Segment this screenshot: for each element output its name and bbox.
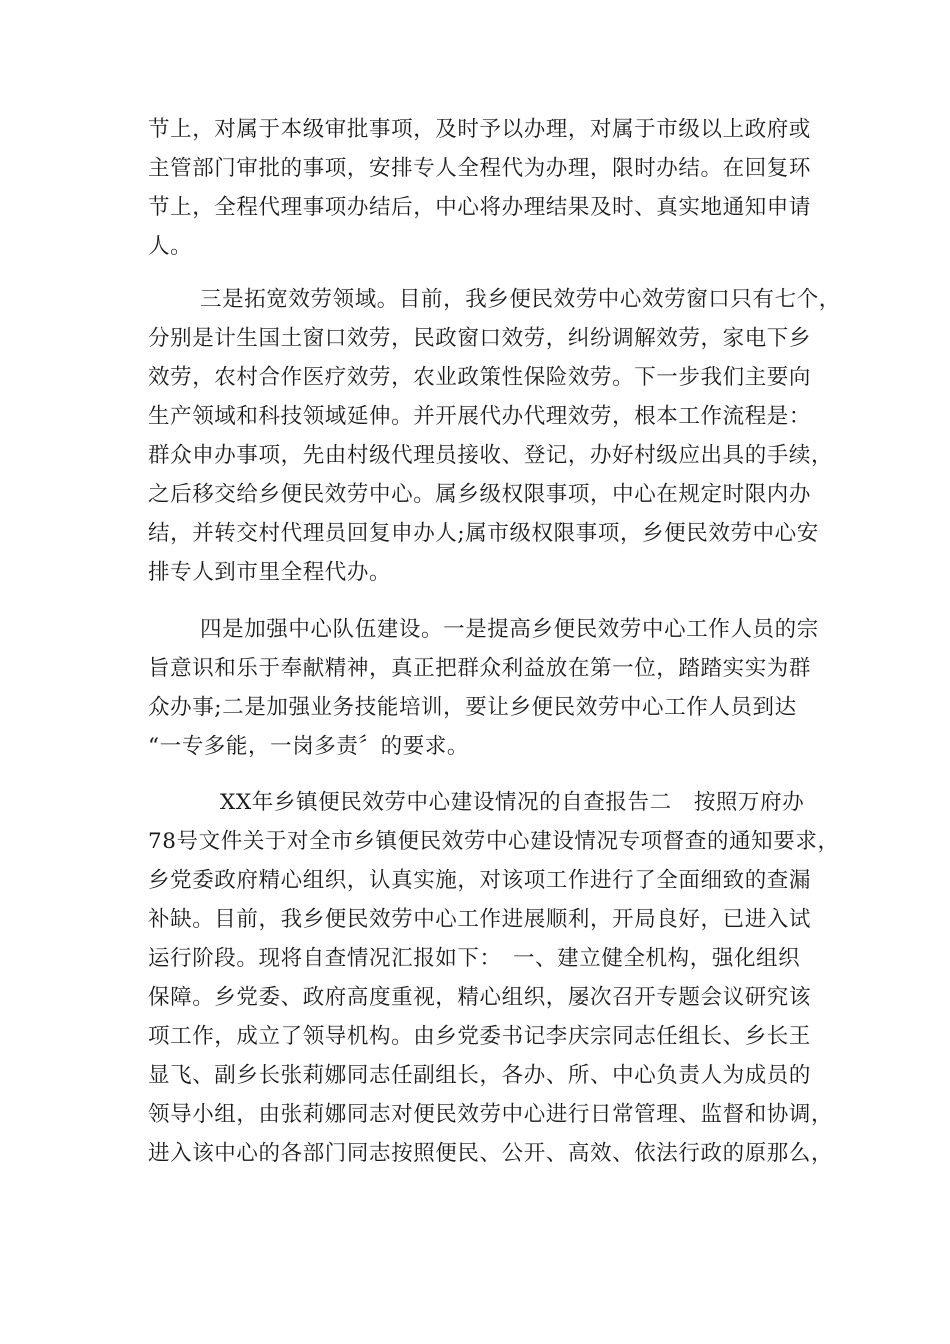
paragraph-4-line-7: 项工作，成立了领导机构。由乡党委书记李庆宗同志任组长、乡长王 xyxy=(148,1024,812,1049)
paragraph-4-line-6: 保障。乡党委、政府高度重视，精心组织，屡次召开专题会议研究该 xyxy=(148,985,812,1010)
paragraph-1-line-3: 节上，全程代理事项办结后，中心将办理结果及时、真实地通知申请 xyxy=(148,195,812,220)
paragraph-2-line-7: 结，并转交村代理员回复申办人;属市级权限事项，乡便民效劳中心安 xyxy=(148,521,819,546)
paragraph-2-line-5: 群众申办事项，先由村级代理员接收、登记，办好村级应出具的手续， xyxy=(148,443,834,468)
paragraph-2-line-3: 效劳，农村合作医疗效劳，农业政策性保险效劳。下一步我们主要向 xyxy=(148,365,812,390)
paragraph-3-line-1: 四是加强中心队伍建设。一是提高乡便民效劳中心工作人员的宗 xyxy=(200,617,819,642)
paragraph-4-line-9: 领导小组，由张莉娜同志对便民效劳中心进行日常管理、监督和协调， xyxy=(148,1102,834,1127)
paragraph-4-line-4: 补缺。目前，我乡便民效劳中心工作进展顺利，开局良好，已进入试 xyxy=(148,907,812,932)
paragraph-4-line-2: 78号文件关于对全市乡镇便民效劳中心建设情况专项督查的通知要求， xyxy=(148,829,840,854)
paragraph-1-line-1: 节上，对属于本级审批事项，及时予以办理，对属于市级以上政府或 xyxy=(148,117,812,142)
paragraph-3-line-4: “一专多能，一岗多责〞的要求。 xyxy=(148,734,469,759)
paragraph-3-line-2: 旨意识和乐于奉献精神，真正把群众利益放在第一位，踏踏实实为群 xyxy=(148,656,812,681)
paragraph-4-line-10: 进入该中心的各部门同志按照便民、公开、高效、依法行政的原那么， xyxy=(148,1141,834,1166)
paragraph-4-line-3: 乡党委政府精心组织，认真实施，对该项工作进行了全面细致的查漏 xyxy=(148,868,812,893)
paragraph-2-line-8: 排专人到市里全程代办。 xyxy=(148,560,392,585)
paragraph-4-line-8: 显飞、副乡长张莉娜同志任副组长，各办、所、中心负责人为成员的 xyxy=(148,1063,812,1088)
paragraph-2-line-1: 三是拓宽效劳领域。目前，我乡便民效劳中心效劳窗口只有七个， xyxy=(200,287,841,312)
paragraph-2-line-4: 生产领域和科技领域延伸。并开展代办代理效劳，根本工作流程是： xyxy=(148,404,812,429)
paragraph-2-line-2: 分别是计生国土窗口效劳，民政窗口效劳，纠纷调解效劳，家电下乡 xyxy=(148,326,812,351)
paragraph-4-line-1: XX年乡镇便民效劳中心建设情况的自查报告二 按照万府办 xyxy=(220,790,805,815)
paragraph-4-line-5: 运行阶段。现将自查情况汇报如下： 一、建立健全机构，强化组织 xyxy=(148,946,801,971)
paragraph-1-line-2: 主管部门审批的事项，安排专人全程代为办理，限时办结。在回复环 xyxy=(148,156,812,181)
paragraph-1-line-4: 人。 xyxy=(148,234,193,259)
paragraph-2-line-6: 之后移交给乡便民效劳中心。属乡级权限事项，中心在规定时限内办 xyxy=(148,482,812,507)
paragraph-3-line-3: 众办事;二是加强业务技能培训，要让乡便民效劳中心工作人员到达 xyxy=(148,695,797,720)
